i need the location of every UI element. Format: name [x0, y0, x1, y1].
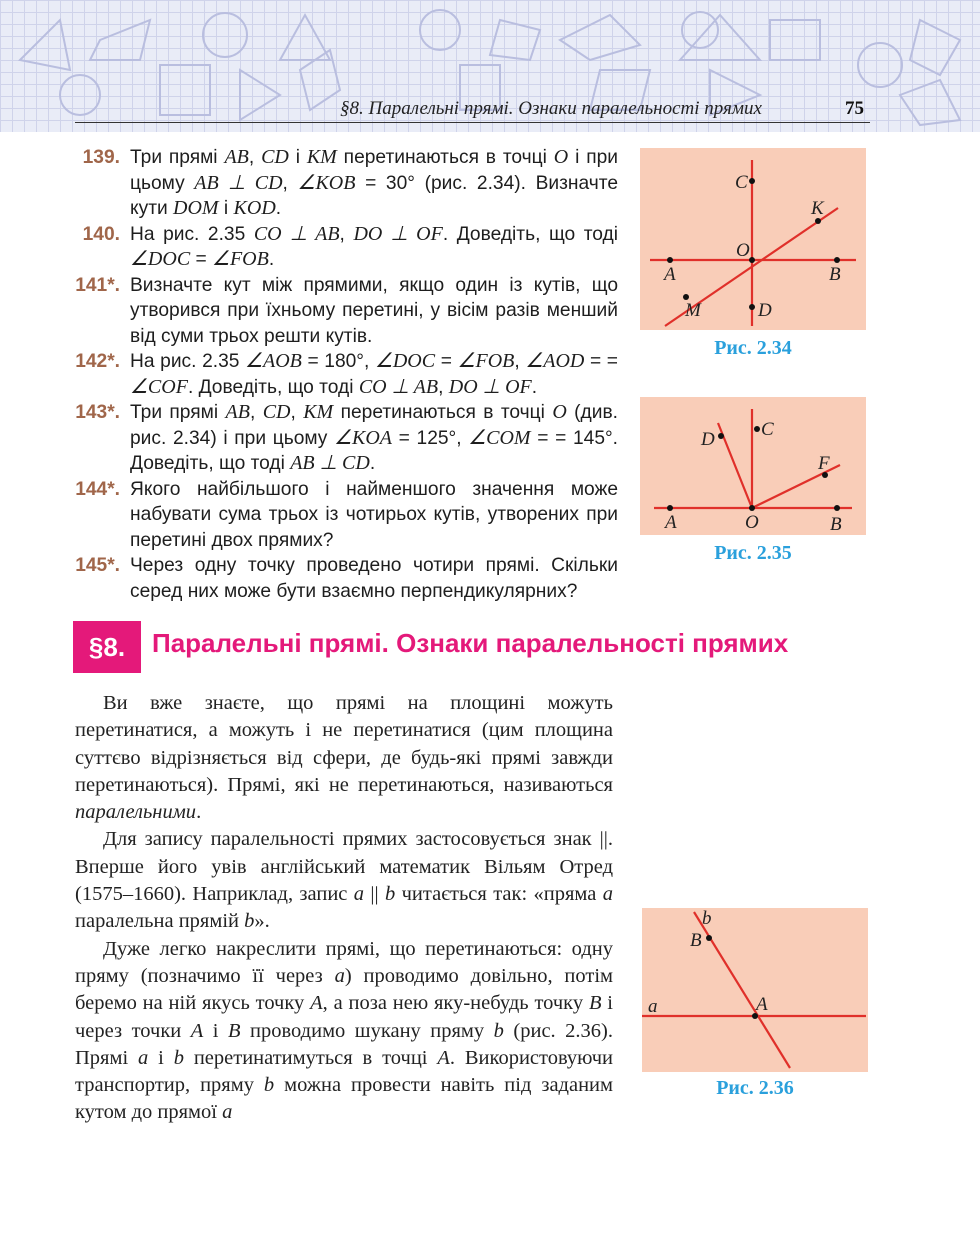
label-a: A — [665, 512, 677, 533]
point-a — [667, 505, 673, 511]
task-item — [70, 553, 618, 604]
paragraph-1: Ви вже знаєте, що прямі на площині можуть перетинатися, а можуть і не перетинатися (цим площина суттєво відрізняється від сфери, де будь-які прямі завжди перетинаються). Прямі, які не перетинаються, називаються паралельними. — [75, 692, 613, 824]
point-d — [718, 433, 724, 439]
task-number: 143*. — [75, 402, 120, 423]
figure-2-34 — [640, 148, 866, 330]
point-b — [834, 505, 840, 511]
task-text: Якого найбільшого і найменшого значення може набувати сума трьох із чотирьох кутів, утворених при перетині двох прямих? — [130, 478, 618, 551]
label-d: D — [701, 429, 715, 450]
task-text: Три прямі AB, CD, KM перетинаються в точці O (див. рис. 2.34) і при цьому ∠KOA = 125°, ∠COM = = 145°. Доведіть, що тоді AB ⊥ CD. — [130, 401, 619, 474]
point-o — [749, 505, 755, 511]
point-d — [749, 304, 755, 310]
label-line-b: b — [702, 908, 712, 929]
task-number: 145*. — [75, 555, 120, 576]
paragraph-3: Дуже легко накреслити прямі, що перетинаються: одну пряму (позначимо її через a) проводимо довільно, потім беремо на ній якусь точку A, а поза нею яку-небудь точку B і через точки A і B проводимо шукану пряму b (рис. 2.36). Прямі a і b перетинатимуться в точці A. Використовуючи транспортир, пряму b можна провести навіть під заданим кутом до прямої a — [75, 937, 613, 1124]
task-number: 142*. — [75, 351, 120, 372]
caption-2-34: Рис. 2.34 — [714, 337, 792, 359]
label-a: A — [664, 264, 676, 285]
label-d: D — [758, 300, 772, 321]
label-line-a: a — [648, 996, 658, 1017]
label-o: O — [745, 512, 759, 533]
task-item — [70, 400, 618, 477]
task-text: Три прямі AB, CD і KM перетинаються в точці O і при цьому AB ⊥ CD, ∠KOB = 30° (рис. 2.34). Визначте кути DOM і KOD. — [130, 146, 618, 219]
label-point-b: B — [690, 930, 702, 951]
task-number: 139. — [82, 147, 120, 168]
point-a — [667, 257, 673, 263]
label-b: B — [830, 514, 842, 535]
task-text: На рис. 2.35 ∠AOB = 180°, ∠DOC = ∠FOB, ∠AOD = = ∠COF. Доведіть, що тоді CO ⊥ AB, DO ⊥ OF. — [130, 350, 619, 398]
label-point-a: A — [756, 994, 768, 1015]
label-o: O — [736, 240, 750, 261]
caption-2-35: Рис. 2.35 — [714, 542, 792, 564]
task-item — [70, 273, 618, 350]
header-rule — [75, 122, 870, 123]
task-number: 140. — [82, 223, 120, 245]
point-b — [706, 935, 712, 941]
task-list — [70, 145, 618, 604]
body-text — [75, 690, 613, 1127]
task-number: 141*. — [75, 274, 120, 296]
label-c: C — [735, 172, 748, 193]
task-text: Визначте кут між прямими, якщо один із кутів, що утворився при їхньому перетині, у вісім разів менший від суми трьох решти кутів. — [130, 274, 618, 347]
label-c: C — [761, 419, 774, 440]
task-item — [70, 145, 618, 222]
label-b: B — [829, 264, 841, 285]
section-title: Паралельні прямі. Ознаки паралельності прямих — [152, 628, 789, 658]
label-k: K — [811, 198, 824, 219]
point-c — [749, 178, 755, 184]
label-m: M — [685, 300, 701, 321]
point-c — [754, 426, 760, 432]
section-badge: §8. — [73, 621, 141, 673]
running-head: §8. Паралельні прямі. Ознаки паралельності прямих — [340, 98, 762, 119]
figure-2-36-drawing — [642, 908, 868, 1072]
paragraph-2: Для запису паралельності прямих застосовується знак ||. Вперше його увів англійський математик Вільям Отред (1575–1660). Наприклад, запис a || b читається так: «пряма a паралельна прямій b». — [75, 828, 613, 933]
task-text: Через одну точку проведено чотири прямі. Скільки серед них може бути взаємно перпендикулярних? — [130, 555, 618, 602]
task-number: 144*. — [75, 478, 120, 500]
point-o — [749, 257, 755, 263]
figure-2-35-drawing — [640, 397, 866, 535]
task-item — [70, 349, 618, 400]
task-item — [70, 222, 618, 273]
label-f: F — [818, 453, 830, 474]
figure-2-34-drawing — [640, 148, 866, 330]
task-item — [70, 477, 618, 554]
figure-2-36 — [642, 908, 868, 1072]
figure-2-35 — [640, 397, 866, 535]
task-text: На рис. 2.35 CO ⊥ AB, DO ⊥ OF. Доведіть, що тоді ∠DOC = ∠FOB. — [130, 222, 619, 270]
caption-2-36: Рис. 2.36 — [716, 1077, 794, 1099]
point-b — [834, 257, 840, 263]
page-number: 75 — [845, 98, 864, 119]
